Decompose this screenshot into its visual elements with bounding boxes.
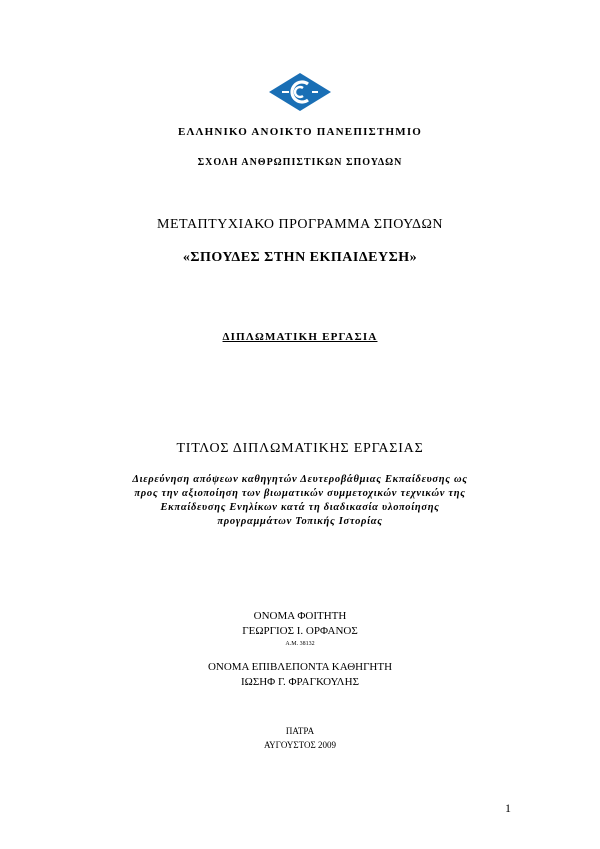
- supervisor-label: ΟΝΟΜΑ ΕΠΙΒΛΕΠΟΝΤΑ ΚΑΘΗΓΗΤΗ: [207, 661, 393, 673]
- student-id: Α.Μ. 38132: [285, 641, 315, 647]
- program-specialization: «ΣΠΟΥΔΕΣ ΣΤΗΝ ΕΚΠΑΙΔΕΥΣΗ»: [182, 250, 418, 265]
- university-logo-icon: [268, 72, 332, 112]
- school-name: ΣΧΟΛΗ ΑΝΘΡΩΠΙΣΤΙΚΩΝ ΣΠΟΥΔΩΝ: [197, 157, 403, 168]
- university-name: ΕΛΛΗΝΙΚΟ ΑΝΟΙΚΤΟ ΠΑΝΕΠΙΣΤΗΜΙΟ: [177, 126, 423, 138]
- student-name: ΓΕΩΡΓΙΟΣ Ι. ΟΡΦΑΝΟΣ: [242, 625, 358, 637]
- supervisor-name: ΙΩΣΗΦ Γ. ΦΡΑΓΚΟΥΛΗΣ: [240, 676, 360, 688]
- student-label: ΟΝΟΜΑ ΦΟΙΤΗΤΗ: [253, 610, 347, 622]
- thesis-title: [95, 473, 505, 529]
- document-type: ΔΙΠΛΩΜΑΤΙΚΗ ΕΡΓΑΣΙΑ: [222, 331, 378, 343]
- city: ΠΑΤΡΑ: [285, 726, 315, 736]
- program-name: ΜΕΤΑΠΤΥΧΙΑΚΟ ΠΡΟΓΡΑΜΜΑ ΣΠΟΥΔΩΝ: [157, 217, 443, 232]
- thesis-title-line: Διερεύνηση απόψεων καθηγητών Δευτεροβάθμιας Εκπαίδευσης ως: [132, 474, 468, 485]
- thesis-title-line: προγραμμάτων Τοπικής Ιστορίας: [217, 516, 383, 527]
- thesis-title-line: προς την αξιοποίηση των βιωματικών συμμετοχικών τεχνικών της: [134, 488, 466, 499]
- thesis-title-line: Εκπαίδευσης Ενηλίκων κατά τη διαδικασία υλοποίησης: [160, 502, 440, 513]
- page-number: 1: [505, 801, 511, 815]
- date: ΑΥΓΟΥΣΤΟΣ 2009: [264, 740, 336, 750]
- thesis-title-label: ΤΙΤΛΟΣ ΔΙΠΛΩΜΑΤΙΚΗΣ ΕΡΓΑΣΙΑΣ: [176, 441, 424, 456]
